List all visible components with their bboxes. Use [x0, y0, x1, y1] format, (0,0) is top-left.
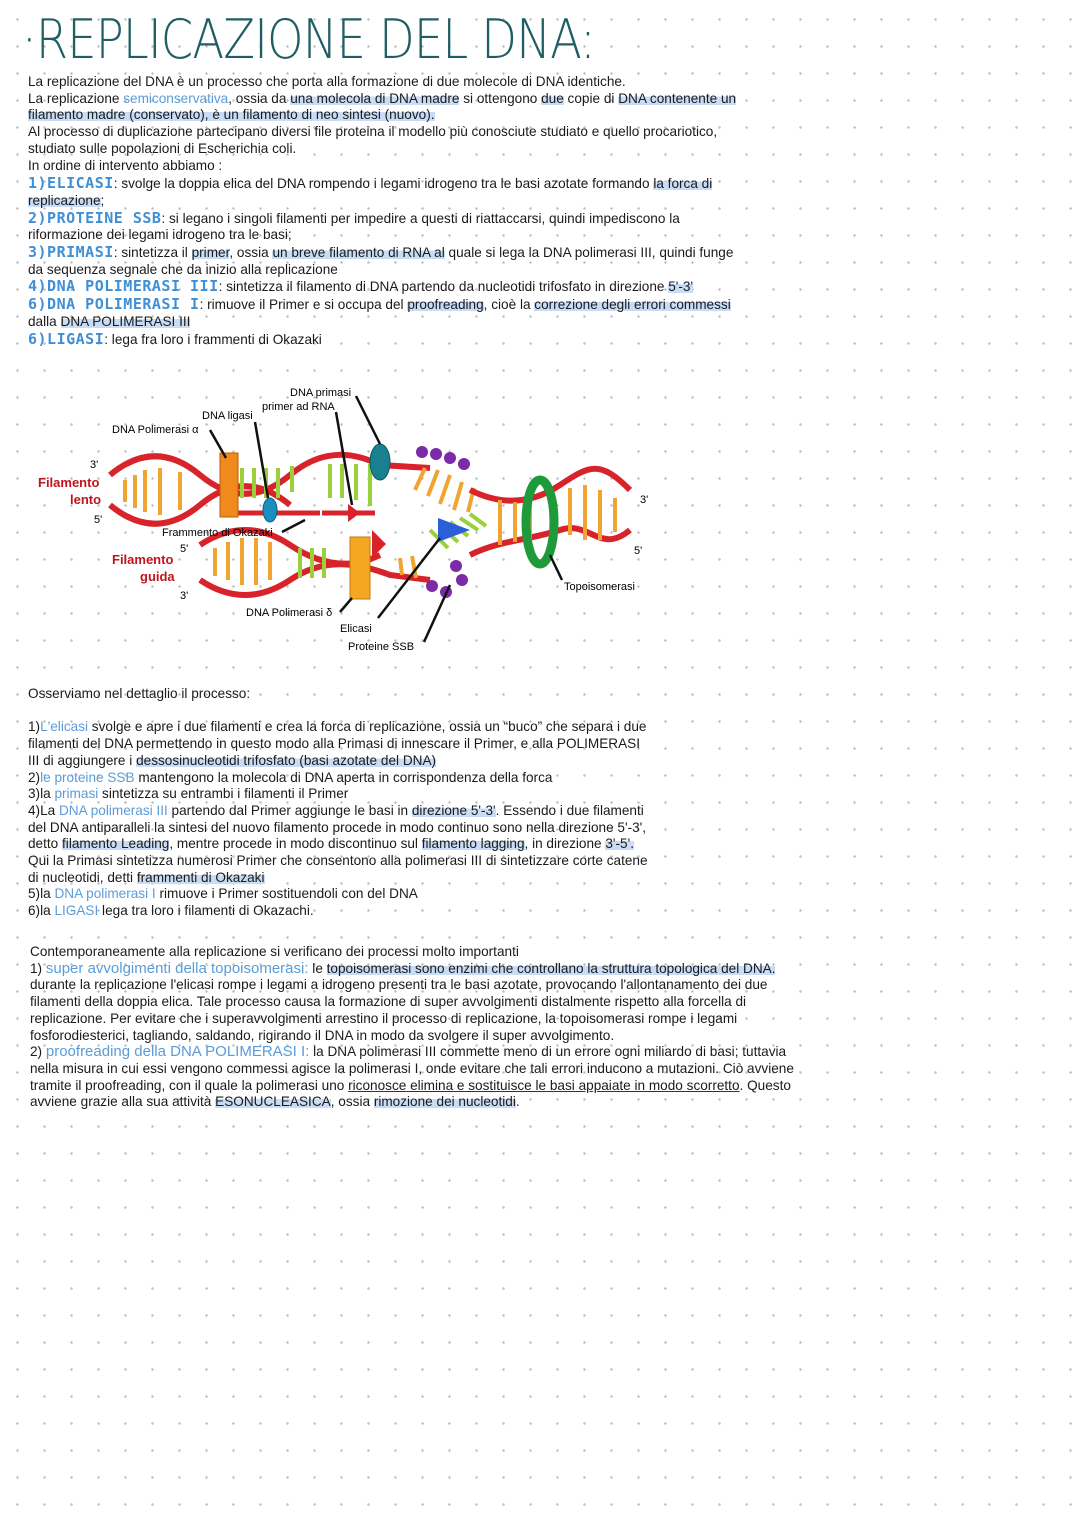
- intro-section: [28, 74, 736, 348]
- label-primer-rna: primer ad RNA: [262, 401, 335, 413]
- label-filamento-guida-1: Filamento: [112, 552, 174, 567]
- extra-line: 2) proofreading della DNA POLIMERASI I: la DNA polimerasi III commette meno di un errore ogni miliardo di basi; tuttavia: [30, 1043, 787, 1061]
- intro-line: La replicazione semiconservativa, ossia da una molecola di DNA madre si ottengono due copie di DNA contenente un: [28, 90, 737, 106]
- intro-line: Al processo di duplicazione partecipano diversi file proteina il modello più conosciute studiato e quello procariotico,: [28, 124, 718, 140]
- step-elicasi: 1)ELICASI: svolge la doppia elica del DNA rompendo i legami idrogeno tra le basi azotate formando la forca di: [28, 174, 713, 193]
- extra-line: durante la replicazione l'elicasi rompe i legami a idrogeno presenti tra le basi azotate, provocando l'allontanamento dei due: [30, 977, 768, 993]
- detail-line: filamenti del DNA permettendo in questo modo alla Primasi di innescare il Primer, e alla POLIMERASI: [28, 736, 640, 752]
- detail-line: 1)L'elicasi svolge e apre i due filamenti e crea la forca di replicazione, ossia un “buco” che separa i due: [28, 719, 647, 735]
- dna-ligasi-enzyme: [263, 498, 277, 522]
- step-pol1: 6)DNA POLIMERASI I: rimuove il Primer e si occupa del proofreading, cioè la correzione degli errori commessi: [28, 295, 731, 314]
- detail-line: III di aggiungere i dessosinucleotidi trifosfato (basi azotate del DNA): [28, 752, 437, 768]
- label-pointers: [210, 396, 562, 642]
- blank-line: [28, 703, 648, 720]
- label-5-right: 5': [634, 545, 643, 557]
- label-filamento-guida-2: guida: [140, 569, 175, 584]
- label-dna-ligasi: DNA ligasi: [202, 410, 253, 422]
- label-filamento-lento-2: lento: [70, 492, 102, 507]
- step-ssb: 2)PROTEINE SSB: si legano i singoli filamenti per impedire a questi di riattaccarsi, quindi impediscono la: [28, 208, 680, 227]
- label-3-upper-left: 3': [90, 459, 99, 471]
- step-primasi-cont: da sequenza segnale che da inizio alla replicazione: [28, 261, 338, 277]
- detail-heading: Osserviamo nel dettaglio il processo:: [28, 686, 251, 701]
- label-proteine-ssb: Proteine SSB: [348, 641, 415, 653]
- extra-line: replicazione. Per evitare che i superavvolgimenti arrestino il processo di replicazione, la topoisomerasi rompe i legami: [30, 1010, 738, 1026]
- detail-line: Qui la Primasi sintetizza numerosi Primer che consentono alla polimerasi III di sintetizzare corte catene: [28, 853, 648, 869]
- detail-line: 4)La DNA polimerasi III partendo dal Primer aggiunge le basi in direzione 5'-3'. Essendo i due filamenti: [28, 802, 644, 818]
- replication-fork-diagram: [30, 380, 670, 660]
- detail-line: di nucleotidi, detti frammenti di Okazaki: [28, 869, 265, 885]
- step-primasi: 3)PRIMASI: sintetizza il primer, ossia un breve filamento di RNA al quale si lega la DNA polimerasi III, quindi funge: [28, 243, 734, 262]
- label-topoisomerasi: Topoisomerasi: [564, 581, 635, 593]
- dna-polymerase-delta: [350, 537, 370, 599]
- detail-line: 2)le proteine SSB mantengono la molecola di DNA aperta in corrispondenza della forca: [28, 769, 553, 785]
- intro-line: In ordine di intervento abbiamo :: [28, 157, 223, 173]
- label-5-lower-left: 5': [180, 543, 189, 555]
- dna-primasi-enzyme: [370, 444, 390, 480]
- dna-polymerase-alpha: [220, 453, 238, 517]
- extra-section: [30, 944, 794, 1111]
- label-3-lower-left: 3': [180, 590, 189, 602]
- step-ssb-cont: riformazione dei legami idrogeno tra le basi;: [28, 227, 292, 243]
- detail-line: 5)la DNA polimerasi I rimuove i Primer sostituendoli con del DNA: [28, 886, 418, 902]
- detail-line: del DNA antiparalleli la sintesi del nuovo filamento procede in modo continuo sono nella direzione 5'-3',: [28, 819, 647, 835]
- label-okazaki: Frammento di Okazaki: [162, 527, 273, 539]
- extra-line: 1) super avvolgimenti della topoisomerasi: le topoisomerasi sono enzimi che controllano la struttura topologica del DNA.: [30, 959, 776, 977]
- detail-line: 6)la LIGASI lega tra loro i filamenti di Okazachi.: [28, 903, 314, 919]
- intro-line: filamento madre (conservato), è un filamento di neo sintesi (nuovo).: [28, 107, 435, 123]
- extra-line: filamenti della doppia elica. Tale processo causa la formazione di super avvolgimenti distalmente rispetto alla forcella di: [30, 994, 747, 1010]
- label-elicasi: Elicasi: [340, 623, 372, 635]
- arrow-upper: [348, 504, 360, 522]
- step-ligasi: 6)LIGASI: lega fra loro i frammenti di Okazaki: [28, 329, 322, 348]
- label-dna-primasi: DNA primasi: [290, 387, 352, 399]
- extra-heading: Contemporaneamente alla replicazione si verificano dei processi molto importanti: [30, 944, 519, 959]
- label-5-upper-left: 5': [94, 514, 103, 526]
- label-filamento-lento-1: Filamento: [38, 475, 100, 490]
- step-elicasi-cont: replicazione;: [28, 192, 105, 208]
- detail-line: detto filamento Leading, mentre procede in modo discontinuo sul filamento lagging, in direzione 3'-5'.: [28, 836, 634, 852]
- intro-line: studiato sulle popolazioni di Escherichia coli.: [28, 140, 297, 156]
- detail-section: [28, 686, 648, 920]
- extra-line: tramite il proofreading, con il quale la polimerasi uno riconosce elimina e sostituisce le basi appaiate in modo scorretto. Questo: [30, 1077, 791, 1093]
- detail-line: 3)la primasi sintetizza su entrambi i filamenti il Primer: [28, 786, 349, 802]
- extra-line: nella misura in cui essi vengono commessi agisce la polimerasi I, onde evitare che tali errori inducono a mutazioni. Ciò avviene: [30, 1060, 794, 1076]
- intro-line: La replicazione del DNA è un processo che porta alla formazione di due molecole di DNA identiche.: [28, 74, 626, 89]
- label-pol-delta: DNA Polimerasi δ: [246, 607, 333, 619]
- step-pol3: 4)DNA POLIMERASI III: sintetizza il filamento di DNA partendo da nucleotidi trifosfato in direzione 5'-3': [28, 277, 694, 296]
- label-3-right: 3': [640, 494, 649, 506]
- page-title: ·REPLICAZIONE DEL DNA:: [22, 8, 595, 71]
- extra-line: fosforodiesterici, tagliando, saldando, rigirando il DNA in modo da svolgere il super avvolgimento.: [30, 1027, 615, 1043]
- step-pol1-cont: dalla DNA POLIMERASI III: [28, 313, 191, 329]
- lagging-strand-helix: [110, 455, 474, 524]
- extra-line: avviene grazie alla sua attività ESONUCLEASICA, ossia rimozione dei nucleotidi.: [30, 1094, 520, 1110]
- label-pol-alpha: DNA Polimerasi α: [112, 424, 199, 436]
